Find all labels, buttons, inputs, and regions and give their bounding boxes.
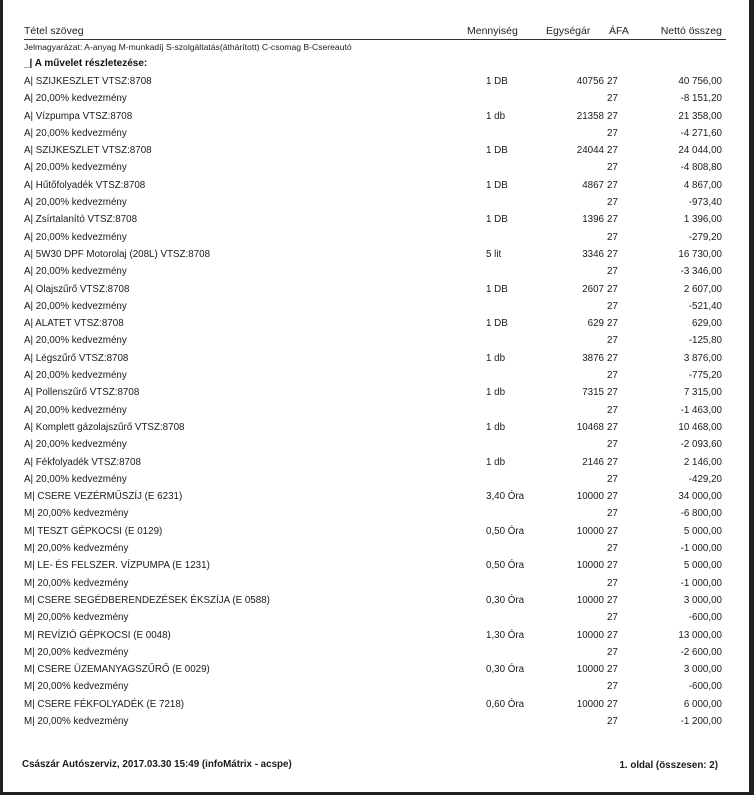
item-vat: 27 [607,300,618,312]
item-description: A| Fékfolyadék VTSZ:8708 [24,456,141,468]
table-row [3,247,749,264]
item-net-amount: 34 000,00 [678,491,722,503]
item-net-amount: -4 808,80 [680,162,722,174]
item-quantity: 1 db [486,352,506,364]
table-row [3,368,749,385]
item-quantity: 0,30 Óra [486,594,525,606]
item-unit-price: 21358 [576,110,604,122]
item-vat: 27 [607,664,618,676]
item-vat: 27 [607,543,618,555]
item-quantity: 1,30 Óra [486,629,525,641]
item-net-amount: -8 151,20 [680,93,722,105]
item-quantity: 1 db [486,387,506,399]
legend-text: Jelmagyarázat: A-anyag M-munkadíj S-szolgáltatás(áthárított) C-csomag B-Csereautó [24,42,352,52]
item-description: M| 20,00% kedvezmény [24,681,129,693]
item-net-amount: 6 000,00 [683,698,722,710]
item-unit-price: 4867 [582,179,604,191]
table-row [3,593,749,610]
item-description: M| CSERE SEGÉDBERENDEZÉSEK ÉKSZÍJA (E 0588) [24,594,270,606]
item-vat: 27 [607,231,618,243]
header-unit-price: Egységár [546,25,591,37]
table-row [3,645,749,662]
item-net-amount: 10 468,00 [678,421,722,433]
item-description: A| 20,00% kedvezmény [24,162,127,174]
item-description: A| 20,00% kedvezmény [24,370,127,382]
item-description: A| 20,00% kedvezmény [24,404,127,416]
item-vat: 27 [607,456,618,468]
item-description: M| 20,00% kedvezmény [24,508,129,520]
item-unit-price: 24044 [576,145,604,157]
item-description: A| ALATET VTSZ:8708 [24,318,124,330]
item-net-amount: 3 000,00 [683,594,722,606]
item-unit-price: 629 [587,318,604,330]
table-row [3,403,749,420]
item-vat: 27 [607,473,618,485]
item-description: A| Vízpumpa VTSZ:8708 [24,110,133,122]
table-row [3,91,749,108]
table-row [3,160,749,177]
item-net-amount: -1 000,00 [680,577,722,589]
item-quantity: 1 DB [486,318,508,330]
table-row [3,264,749,281]
item-net-amount: -279,20 [688,231,722,243]
item-quantity: 1 DB [486,145,508,157]
item-net-amount: 7 315,00 [683,387,722,399]
table-row [3,714,749,731]
item-description: A| Komplett gázolajszűrő VTSZ:8708 [24,421,185,433]
item-vat: 27 [607,370,618,382]
header-net-amount: Nettó összeg [660,25,722,37]
item-description: M| REVÍZIÓ GÉPKOCSI (E 0048) [24,629,171,641]
item-net-amount: -6 800,00 [680,508,722,520]
item-vat: 27 [607,646,618,658]
item-vat: 27 [607,681,618,693]
table-row [3,524,749,541]
table-row [3,282,749,299]
footer-page-number: 1. oldal (összesen: 2) [619,760,718,771]
table-row [3,576,749,593]
item-description: A| Hűtőfolyadék VTSZ:8708 [24,179,146,191]
item-unit-price: 10000 [576,698,604,710]
table-row [3,195,749,212]
item-net-amount: 1 396,00 [683,214,722,226]
item-description: M| CSERE VEZÉRMŰSZÍJ (E 6231) [24,491,183,503]
item-vat: 27 [607,248,618,260]
item-quantity: 5 lit [486,248,502,260]
item-vat: 27 [607,612,618,624]
table-row [3,126,749,143]
item-unit-price: 10468 [576,421,604,433]
item-description: M| 20,00% kedvezmény [24,646,129,658]
table-row [3,455,749,472]
item-vat: 27 [607,214,618,226]
table-row [3,610,749,627]
item-vat: 27 [607,76,618,87]
item-description: M| LE- ÉS FELSZER. VÍZPUMPA (E 1231) [24,560,210,572]
item-description: A| 20,00% kedvezmény [24,266,127,278]
item-vat: 27 [607,283,618,295]
table-row [3,628,749,645]
item-quantity: 3,40 Óra [486,491,525,503]
item-description: A| 20,00% kedvezmény [24,93,127,105]
item-vat: 27 [607,577,618,589]
header-vat: ÁFA [609,25,629,37]
item-net-amount: -600,00 [688,681,722,693]
item-net-amount: 2 607,00 [683,283,722,295]
item-vat: 27 [607,387,618,399]
table-row [3,541,749,558]
item-net-amount: -1 463,00 [680,404,722,416]
item-net-amount: -973,40 [688,197,722,209]
item-description: A| 20,00% kedvezmény [24,127,127,139]
item-unit-price: 3346 [582,248,604,260]
table-row [3,299,749,316]
item-description: A| Légszűrő VTSZ:8708 [24,352,129,364]
item-net-amount: 2 146,00 [683,456,722,468]
item-net-amount: -775,20 [688,370,722,382]
item-unit-price: 2607 [582,283,604,295]
item-net-amount: 4 867,00 [683,179,722,191]
item-vat: 27 [607,404,618,416]
item-unit-price: 10000 [576,491,604,503]
item-vat: 27 [607,560,618,572]
item-net-amount: 3 876,00 [683,352,722,364]
header-quantity: Mennyiség [467,25,518,37]
table-row [3,178,749,195]
item-unit-price: 10000 [576,629,604,641]
item-net-amount: 24 044,00 [678,145,722,157]
table-row [3,385,749,402]
item-vat: 27 [607,629,618,641]
header-divider [24,39,726,40]
item-net-amount: -1 200,00 [680,715,722,727]
item-net-amount: -4 271,60 [680,127,722,139]
item-vat: 27 [607,162,618,174]
item-unit-price: 10000 [576,560,604,572]
item-unit-price: 40756 [576,76,604,87]
item-vat: 27 [607,491,618,503]
item-description: M| 20,00% kedvezmény [24,577,129,589]
table-row [3,697,749,714]
item-net-amount: -521,40 [688,300,722,312]
table-row [3,109,749,126]
item-vat: 27 [607,93,618,105]
item-description: M| CSERE FÉKFOLYADÉK (E 7218) [24,698,185,710]
item-net-amount: -429,20 [688,473,722,485]
item-vat: 27 [607,266,618,278]
item-quantity: 0,50 Óra [486,560,525,572]
item-unit-price: 1396 [582,214,604,226]
item-unit-price: 2146 [582,456,604,468]
item-net-amount: 13 000,00 [678,629,722,641]
table-row [3,506,749,523]
item-quantity: 1 DB [486,179,508,191]
table-row [3,230,749,247]
item-quantity: 1 db [486,421,506,433]
item-description: M| CSERE ÜZEMANYAGSZŰRŐ (E 0029) [24,664,210,676]
document-page [3,0,749,792]
table-row [3,420,749,437]
item-vat: 27 [607,715,618,727]
item-vat: 27 [607,698,618,710]
item-vat: 27 [607,197,618,209]
item-description: A| 20,00% kedvezmény [24,473,127,485]
item-unit-price: 10000 [576,594,604,606]
item-net-amount: 629,00 [692,318,722,330]
table-row [3,472,749,489]
item-unit-price: 10000 [576,525,604,537]
item-net-amount: -2 600,00 [680,646,722,658]
item-net-amount: 5 000,00 [683,525,722,537]
item-description: A| SZIJKESZLET VTSZ:8708 [24,76,152,87]
item-description: A| 20,00% kedvezmény [24,439,127,451]
table-row [3,489,749,506]
table-row [3,74,749,91]
item-description: A| SZIJKESZLET VTSZ:8708 [24,145,152,157]
table-row [3,316,749,333]
item-quantity: 1 db [486,110,506,122]
item-vat: 27 [607,439,618,451]
item-vat: 27 [607,145,618,157]
item-net-amount: -1 000,00 [680,543,722,555]
line-items [3,74,749,731]
item-quantity: 0,60 Óra [486,698,525,710]
item-vat: 27 [607,421,618,433]
table-row [3,679,749,696]
item-quantity: 0,30 Óra [486,664,525,676]
item-net-amount: 21 358,00 [678,110,722,122]
item-description: A| 20,00% kedvezmény [24,231,127,243]
item-description: A| 20,00% kedvezmény [24,335,127,347]
item-quantity: 1 db [486,456,506,468]
item-quantity: 1 DB [486,76,508,87]
item-description: M| TESZT GÉPKOCSI (E 0129) [24,525,163,537]
item-description: M| 20,00% kedvezmény [24,715,129,727]
item-description: A| Olajszűrő VTSZ:8708 [24,283,130,295]
footer-company-timestamp: Császár Autószerviz, 2017.03.30 15:49 (infoMátrix - acspe) [22,759,292,770]
item-description: A| 20,00% kedvezmény [24,197,127,209]
item-net-amount: 16 730,00 [678,248,722,260]
table-row [3,212,749,229]
item-description: A| 5W30 DPF Motorolaj (208L) VTSZ:8708 [24,248,211,260]
table-row [3,351,749,368]
table-row [3,558,749,575]
item-net-amount: 3 000,00 [683,664,722,676]
item-net-amount: 40 756,00 [678,76,722,87]
item-vat: 27 [607,318,618,330]
item-description: M| 20,00% kedvezmény [24,543,129,555]
item-vat: 27 [607,335,618,347]
item-net-amount: 5 000,00 [683,560,722,572]
section-title: _| A művelet részletezése: [24,58,148,69]
item-description: M| 20,00% kedvezmény [24,612,129,624]
item-net-amount: -125,80 [688,335,722,347]
item-vat: 27 [607,110,618,122]
item-net-amount: -3 346,00 [680,266,722,278]
item-description: A| Pollenszűrő VTSZ:8708 [24,387,140,399]
item-net-amount: -600,00 [688,612,722,624]
item-vat: 27 [607,525,618,537]
item-unit-price: 10000 [576,664,604,676]
item-unit-price: 7315 [582,387,604,399]
item-unit-price: 3876 [582,352,604,364]
item-description: A| Zsírtalanító VTSZ:8708 [24,214,138,226]
item-vat: 27 [607,352,618,364]
table-row [3,333,749,350]
item-quantity: 0,50 Óra [486,525,525,537]
item-vat: 27 [607,594,618,606]
item-vat: 27 [607,127,618,139]
header-description: Tétel szöveg [24,25,84,37]
item-net-amount: -2 093,60 [680,439,722,451]
item-quantity: 1 DB [486,283,508,295]
table-row [3,437,749,454]
item-description: A| 20,00% kedvezmény [24,300,127,312]
table-row [3,143,749,160]
item-quantity: 1 DB [486,214,508,226]
item-vat: 27 [607,179,618,191]
table-row [3,662,749,679]
item-vat: 27 [607,508,618,520]
